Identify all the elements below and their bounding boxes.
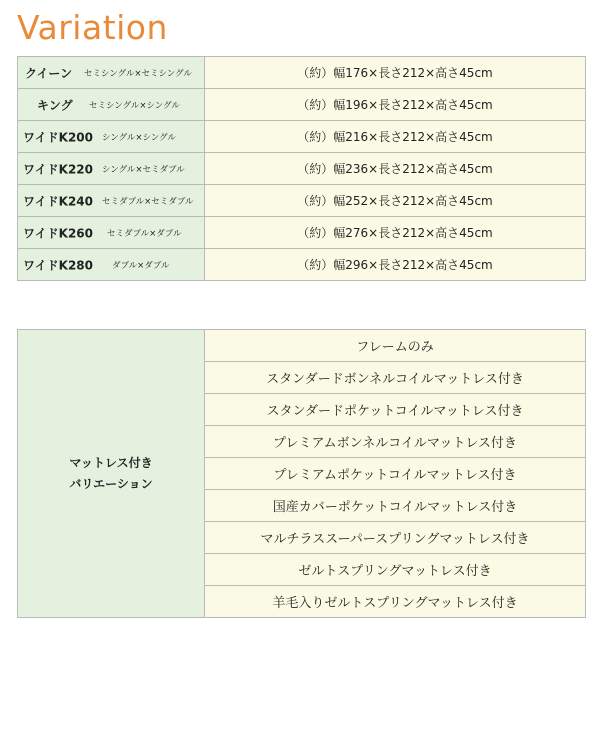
size-combination: シングル×シングル <box>102 132 176 143</box>
page-title: Variation <box>17 8 168 47</box>
size-combination: セミシングル×セミシングル <box>84 68 192 79</box>
mattress-option: フレームのみ <box>205 330 586 362</box>
size-label-cell <box>18 217 205 249</box>
size-combination: シングル×セミダブル <box>102 164 185 175</box>
size-spec: （約）幅252×長さ212×高さ45cm <box>205 185 586 217</box>
size-name: ワイドK200 <box>23 130 93 144</box>
size-combination: ダブル×ダブル <box>112 260 170 271</box>
mattress-option: プレミアムポケットコイルマットレス付き <box>205 458 586 490</box>
size-label-cell <box>18 57 205 89</box>
size-spec: （約）幅236×長さ212×高さ45cm <box>205 153 586 185</box>
size-spec: （約）幅176×長さ212×高さ45cm <box>205 57 586 89</box>
size-label-cell <box>18 89 205 121</box>
size-label-cell <box>18 121 205 153</box>
mattress-variation-table <box>17 329 586 618</box>
size-row <box>18 185 586 217</box>
size-label-cell <box>18 153 205 185</box>
mattress-option: ゼルトスプリングマットレス付き <box>205 554 586 586</box>
size-spec: （約）幅296×長さ212×高さ45cm <box>205 249 586 281</box>
mattress-row <box>18 330 586 362</box>
mattress-option: 国産カバーポケットコイルマットレス付き <box>205 490 586 522</box>
size-name: ワイドK220 <box>23 162 93 176</box>
size-name: クイーン <box>25 66 73 80</box>
mattress-option: スタンダードボンネルコイルマットレス付き <box>205 362 586 394</box>
size-variation-table <box>17 56 586 281</box>
size-row <box>18 121 586 153</box>
size-row <box>18 153 586 185</box>
size-row <box>18 89 586 121</box>
size-row <box>18 57 586 89</box>
mattress-label-line: バリエーション <box>69 476 153 491</box>
mattress-option: プレミアムボンネルコイルマットレス付き <box>205 426 586 458</box>
size-name: ワイドK260 <box>23 226 93 240</box>
size-name: ワイドK280 <box>23 258 93 272</box>
size-row <box>18 249 586 281</box>
size-spec: （約）幅216×長さ212×高さ45cm <box>205 121 586 153</box>
size-combination: セミダブル×ダブル <box>107 228 182 239</box>
size-name: キング <box>37 98 73 112</box>
mattress-option: スタンダードポケットコイルマットレス付き <box>205 394 586 426</box>
size-name: ワイドK240 <box>23 194 93 208</box>
mattress-option: 羊毛入りゼルトスプリングマットレス付き <box>205 586 586 618</box>
size-spec: （約）幅196×長さ212×高さ45cm <box>205 89 586 121</box>
size-combination: セミシングル×シングル <box>89 100 180 111</box>
mattress-option: マルチラススーパースプリングマットレス付き <box>205 522 586 554</box>
size-combination: セミダブル×セミダブル <box>102 196 194 207</box>
size-spec: （約）幅276×長さ212×高さ45cm <box>205 217 586 249</box>
mattress-label-line: マットレス付き <box>69 455 153 470</box>
size-row <box>18 217 586 249</box>
size-label-cell <box>18 185 205 217</box>
size-label-cell <box>18 249 205 281</box>
mattress-variation-label <box>18 330 205 618</box>
